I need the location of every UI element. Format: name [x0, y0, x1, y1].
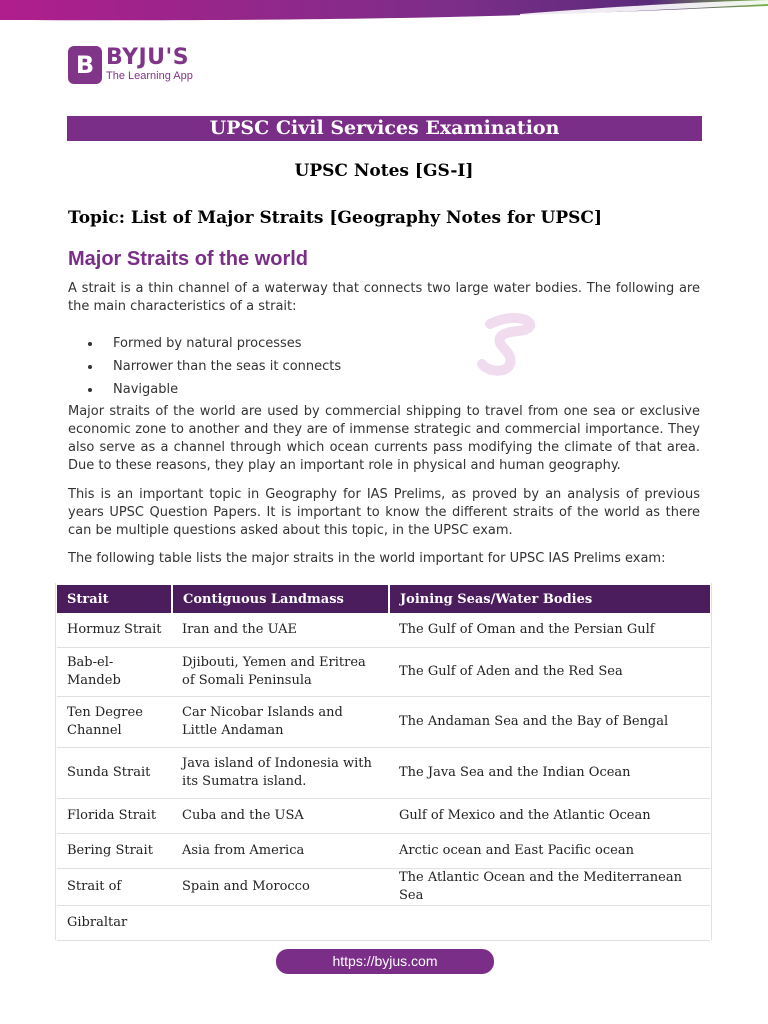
cell-strait: Hormuz Strait [57, 613, 172, 648]
cell-landmass [172, 906, 389, 941]
table-row [57, 834, 710, 869]
intro-paragraph: A strait is a thin channel of a waterway that connects two large water bodies. The following are the main characteristics of a strait: [68, 281, 700, 314]
cell-seas: Arctic ocean and East Pacific ocean [389, 834, 710, 869]
list-item-text: Navigable [113, 382, 179, 397]
byjus-watermark-icon [470, 312, 540, 382]
cell-seas: The Andaman Sea and the Bay of Bengal [389, 697, 710, 748]
cell-landmass: Spain and Morocco [172, 869, 389, 906]
list-item [88, 380, 341, 403]
cell-strait: Sunda Strait [57, 748, 172, 799]
brand-tagline: The Learning App [106, 70, 193, 82]
cell-landmass: Djibouti, Yemen and Eritrea of Somali Peninsula [172, 648, 389, 697]
cell-seas: The Java Sea and the Indian Ocean [389, 748, 710, 799]
cell-seas [389, 906, 710, 941]
notes-subtitle: UPSC Notes [GS-I] [294, 161, 474, 181]
cell-strait: Strait of [57, 869, 172, 906]
column-header-seas: Joining Seas/Water Bodies [389, 585, 710, 613]
list-item [88, 357, 341, 380]
top-decorative-band [0, 0, 768, 24]
cell-strait: Bering Strait [57, 834, 172, 869]
table-row [57, 613, 710, 648]
section-heading: Major Straits of the world [68, 248, 309, 270]
straits-table [57, 585, 710, 941]
table-row [57, 799, 710, 834]
cell-landmass: Cuba and the USA [172, 799, 389, 834]
cell-landmass: Car Nicobar Islands and Little Andaman [172, 697, 389, 748]
exam-relevance-paragraph: This is an important topic in Geography for IAS Prelims, as proved by an analysis of previous years UPSC Question Papers. It is important to know the different straits of the world as there can be multiple questions asked about this topic, in the UPSC exam. [68, 487, 700, 538]
cell-strait: Bab-el-Mandeb [57, 648, 172, 697]
table-row [57, 648, 710, 697]
cell-seas: The Gulf of Aden and the Red Sea [389, 648, 710, 697]
cell-strait: Ten Degree Channel [57, 697, 172, 748]
column-header-landmass: Contiguous Landmass [172, 585, 389, 613]
cell-seas: The Atlantic Ocean and the Mediterranean Sea [389, 869, 710, 906]
bullet-icon [88, 342, 92, 346]
cell-strait: Gibraltar [57, 906, 172, 941]
table-header-row [57, 585, 710, 613]
importance-paragraph: Major straits of the world are used by commercial shipping to travel from one sea or exclusive economic zone to another and they are of immense strategic and commercial importance. They also serve as a channel through which ocean currents pass modifying the climate of that area. Due to these reasons, they play an important role in physical and human geography. [68, 404, 700, 473]
list-item-text: Narrower than the seas it connects [113, 359, 342, 374]
logo-text [106, 47, 193, 83]
cell-landmass: Java island of Indonesia with its Sumatra island. [172, 748, 389, 799]
cell-landmass: Asia from America [172, 834, 389, 869]
exam-banner: UPSC Civil Services Examination [67, 116, 702, 141]
cell-seas: Gulf of Mexico and the Atlantic Ocean [389, 799, 710, 834]
byjus-logo[interactable] [68, 45, 193, 85]
table-intro-paragraph: The following table lists the major straits in the world important for UPSC IAS Prelims exam: [68, 551, 666, 566]
topic-heading: Topic: List of Major Straits [Geography Notes for UPSC] [68, 208, 602, 228]
logo-badge: B [68, 46, 102, 84]
cell-landmass: Iran and the UAE [172, 613, 389, 648]
website-link[interactable]: https://byjus.com [276, 949, 494, 974]
column-header-strait: Strait [57, 585, 172, 613]
list-item [88, 334, 341, 357]
table-row [57, 906, 710, 941]
bullet-icon [88, 365, 92, 369]
bullet-icon [88, 388, 92, 392]
characteristics-list [88, 334, 341, 403]
table-row [57, 869, 710, 906]
table-row [57, 748, 710, 799]
cell-seas: The Gulf of Oman and the Persian Gulf [389, 613, 710, 648]
table-row [57, 697, 710, 748]
list-item-text: Formed by natural processes [113, 336, 302, 351]
brand-name: BYJU'S [106, 45, 190, 70]
cell-strait: Florida Strait [57, 799, 172, 834]
